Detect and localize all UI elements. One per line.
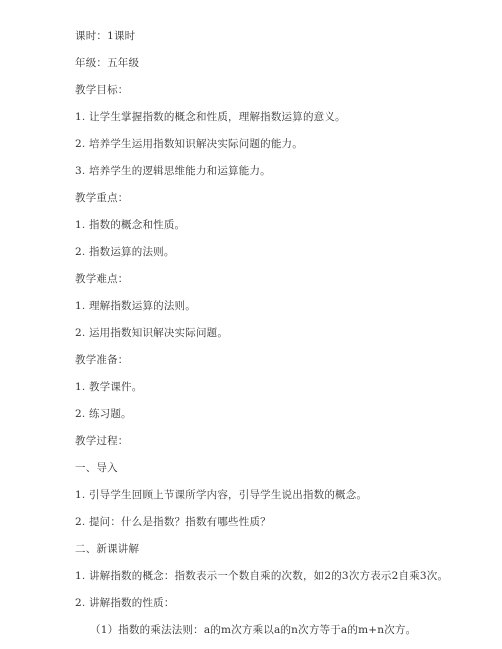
objective-item-3: 3. 培养学生的逻辑思维能力和运算能力。 — [75, 165, 271, 177]
key-point-item-2: 2. 指数运算的法则。 — [75, 246, 175, 258]
preparation-item-1: 1. 教学课件。 — [75, 381, 143, 393]
section-introduction-heading: 一、导入 — [75, 462, 118, 474]
key-point-item-1: 1. 指数的概念和性质。 — [75, 219, 186, 231]
difficulties-heading: 教学难点： — [75, 273, 129, 285]
key-points-heading: 教学重点： — [75, 192, 129, 204]
introduction-item-1: 1. 引导学生回顾上节课所学内容，引导学生说出指数的概念。 — [75, 489, 368, 501]
objectives-heading: 教学目标： — [75, 84, 129, 96]
class-hours-line: 课时：1课时 — [75, 30, 136, 42]
introduction-item-2: 2. 提问：什么是指数？指数有哪些性质？ — [75, 516, 271, 528]
objective-item-2: 2. 培养学生运用指数知识解决实际问题的能力。 — [75, 138, 303, 150]
preparation-item-2: 2. 练习题。 — [75, 408, 132, 420]
objective-item-1: 1. 让学生掌握指数的概念和性质，理解指数运算的意义。 — [75, 111, 346, 123]
new-lesson-subitem-1: （1）指数的乘法法则：a的m次方乘以a的n次方等于a的m+n次方。 — [90, 624, 417, 636]
process-heading: 教学过程： — [75, 435, 129, 447]
grade-line: 年级：五年级 — [75, 57, 140, 69]
preparation-heading: 教学准备： — [75, 354, 129, 366]
new-lesson-item-1: 1. 讲解指数的概念：指数表示一个数自乘的次数，如2的3次方表示2自乘3次。 — [75, 570, 449, 582]
new-lesson-item-2: 2. 讲解指数的性质： — [75, 597, 175, 609]
difficulty-item-1: 1. 理解指数运算的法则。 — [75, 300, 196, 312]
section-new-lesson-heading: 二、新课讲解 — [75, 543, 140, 555]
difficulty-item-2: 2. 运用指数知识解决实际问题。 — [75, 327, 229, 339]
